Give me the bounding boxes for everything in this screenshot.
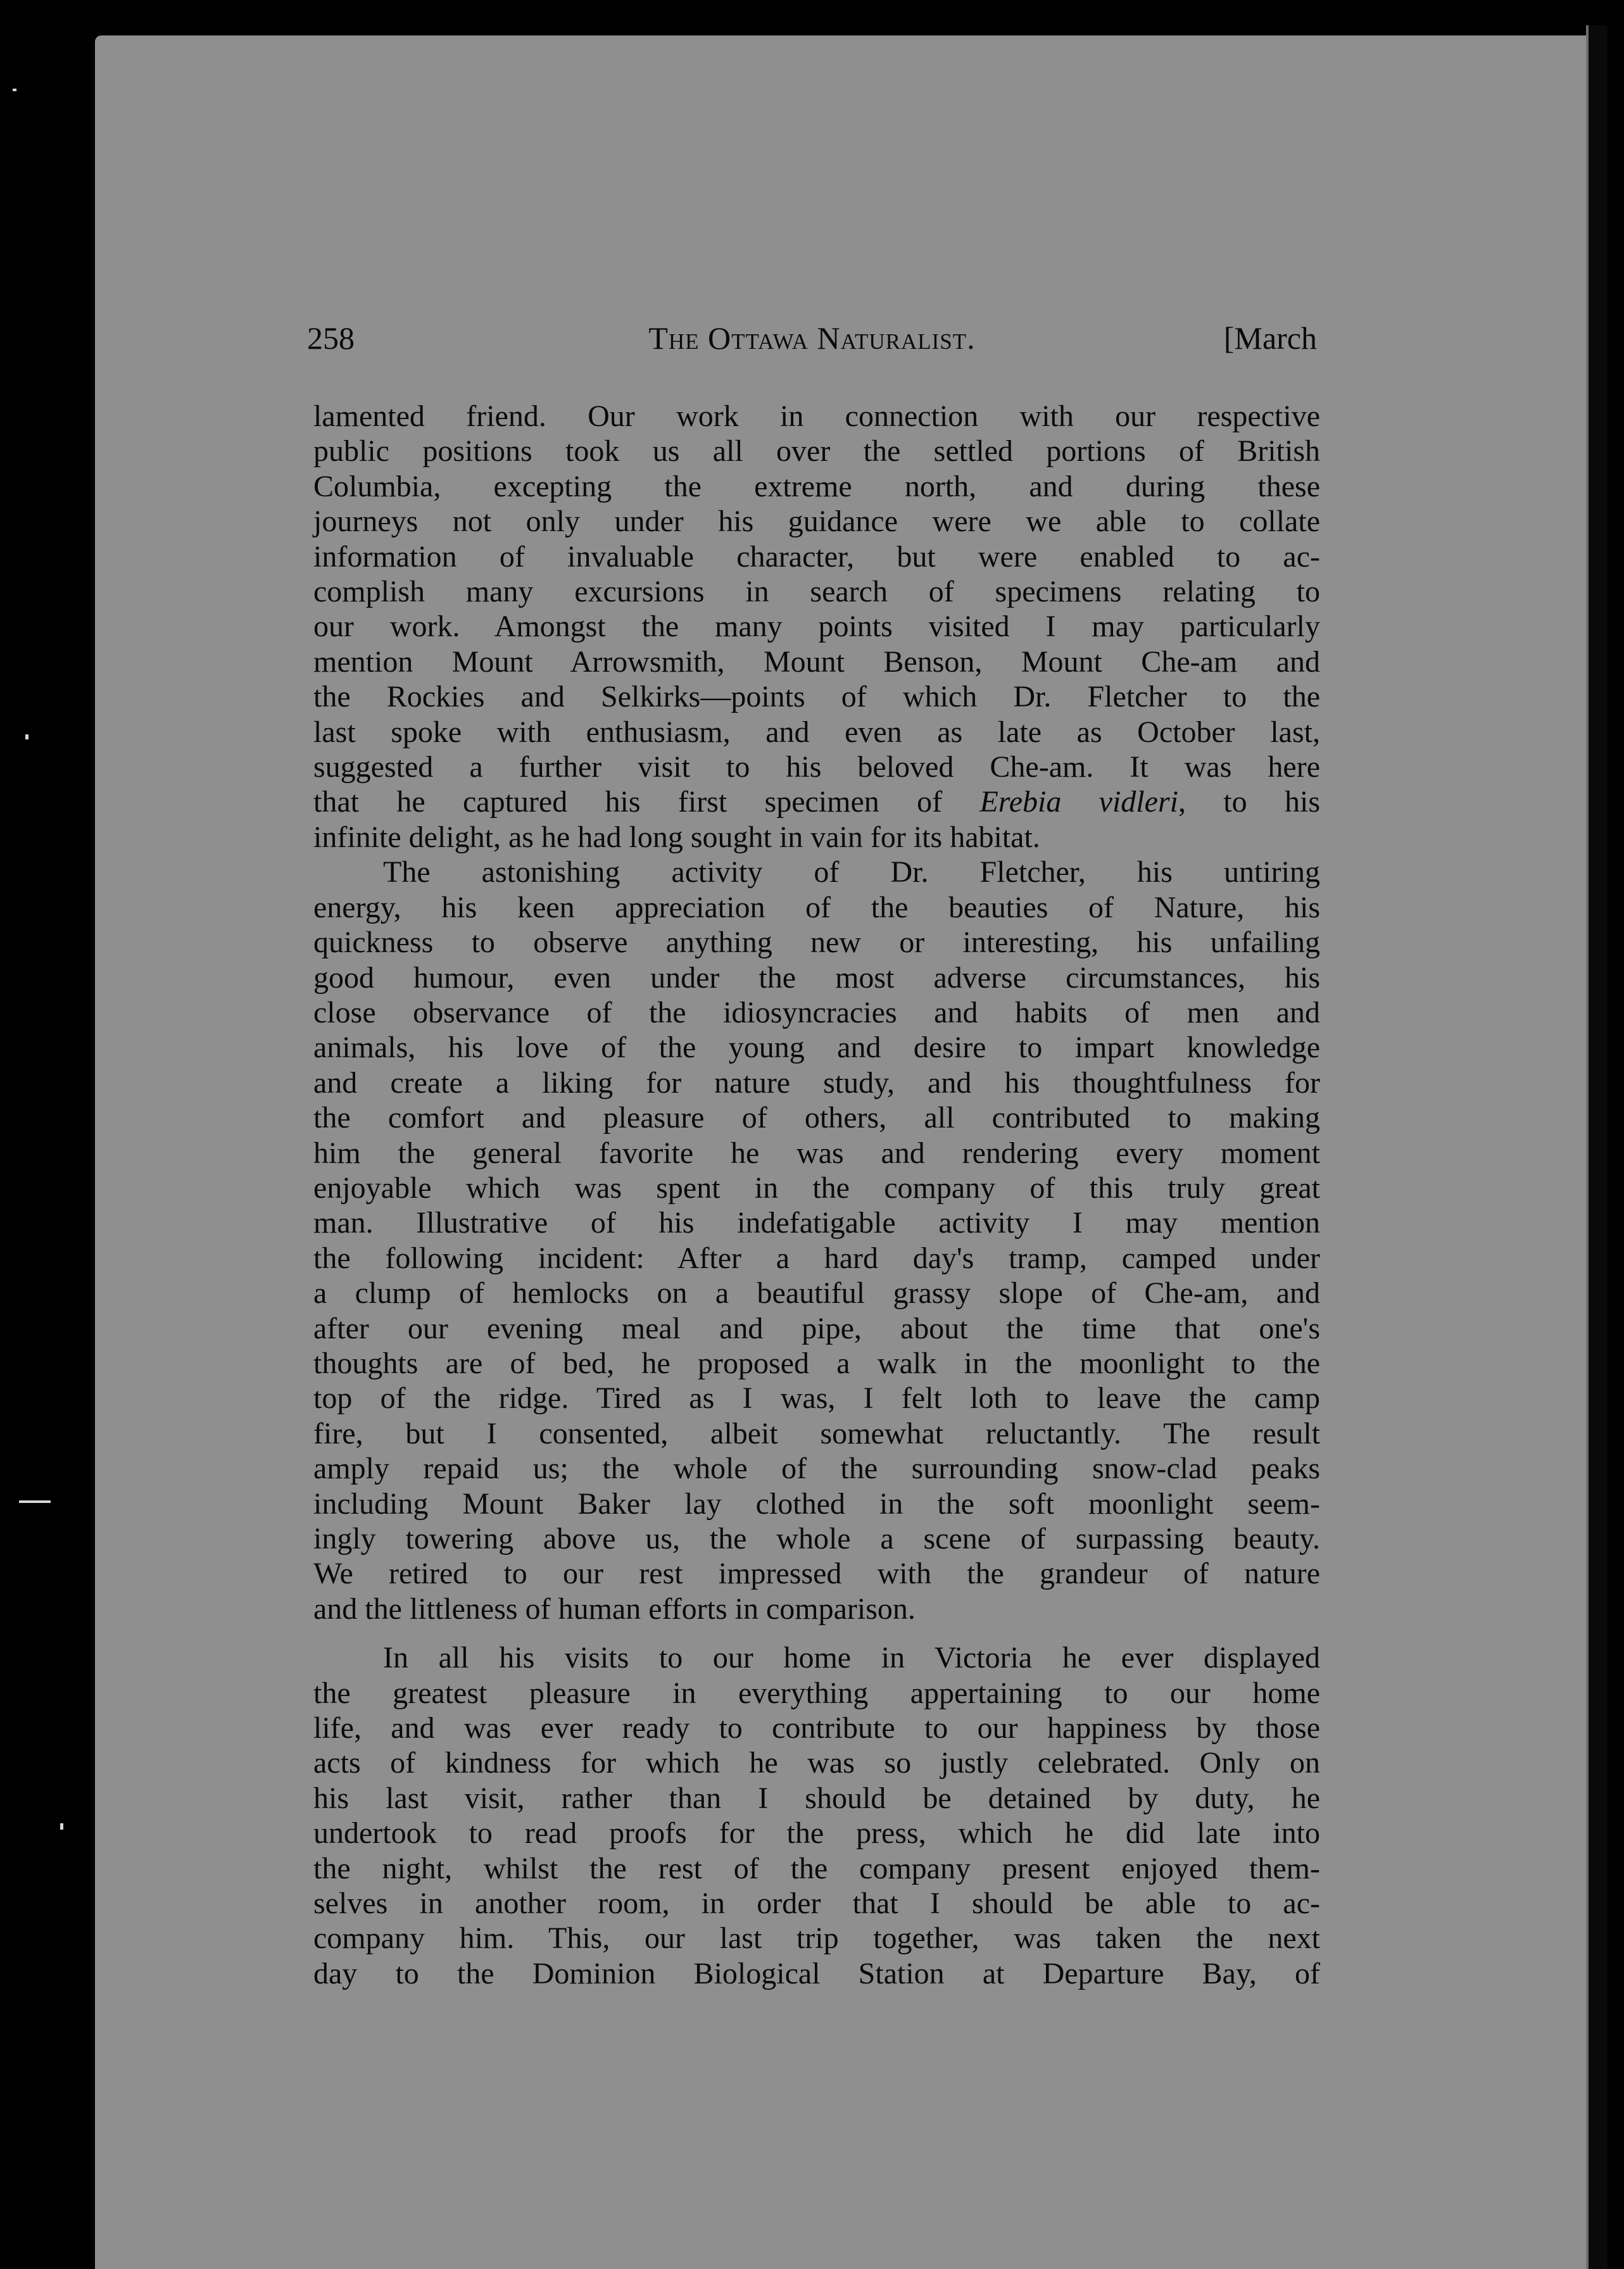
text-line: the comfort and pleasure of others, all contributed to making [313, 1101, 1320, 1135]
text-line: after our evening meal and pipe, about the time that one's [313, 1311, 1320, 1345]
text-line: energy, his keen appreciation of the beauties of Nature, his [313, 890, 1320, 924]
paragraph-1 [313, 399, 1320, 855]
text-line: last spoke with enthusiasm, and even as late as October last, [313, 715, 1320, 749]
text-line: his last visit, rather than I should be detained by duty, he [313, 1781, 1320, 1815]
text-line: acts of kindness for which he was so justly celebrated. Only on [313, 1746, 1320, 1780]
text-line: amply repaid us; the whole of the surrounding snow-clad peaks [313, 1452, 1320, 1486]
text-line: We retired to our rest impressed with the grandeur of nature [313, 1557, 1320, 1591]
text-line: a clump of hemlocks on a beautiful grassy slope of Che-am, and [313, 1276, 1320, 1310]
page-number: 258 [307, 320, 355, 356]
text-line: In all his visits to our home in Victoria he ever displayed [383, 1641, 1320, 1675]
text-line: close observance of the idiosyncracies and habits of men and [313, 995, 1320, 1029]
text-line: information of invaluable character, but were enabled to ac- [313, 539, 1320, 574]
text-line: mention Mount Arrowsmith, Mount Benson, Mount Che-am and [313, 644, 1320, 679]
species-name: Erebia vidleri [979, 785, 1178, 819]
edge-speck [25, 734, 28, 739]
text-line: the night, whilst the rest of the company present enjoyed them- [313, 1851, 1320, 1885]
text-run: that he captured his first specimen of [313, 785, 980, 819]
book-spine [1586, 25, 1608, 2269]
text-line: infinite delight, as he had long sought in vain for its habitat. [313, 820, 1040, 854]
text-line: the greatest pleasure in everything appertaining to our home [313, 1676, 1320, 1710]
edge-speck [19, 1500, 51, 1503]
text-line: animals, his love of the young and desire to impart knowledge [313, 1031, 1320, 1065]
text-line: suggested a further visit to his beloved Che-am. It was here [313, 750, 1320, 784]
text-line: undertook to read proofs for the press, which he did late into [313, 1816, 1320, 1851]
text-line: company him. This, our last trip together, was taken the next [313, 1921, 1320, 1956]
text-line: selves in another room, in order that I should be able to ac- [313, 1887, 1320, 1921]
text-line: good humour, even under the most adverse circumstances, his [313, 960, 1320, 995]
text-line: lamented friend. Our work in connection with our respective [313, 399, 1320, 433]
text-line: The astonishing activity of Dr. Fletcher, his untiring [383, 855, 1320, 889]
text-line: fire, but I consented, albeit somewhat reluctantly. The result [313, 1416, 1320, 1450]
text-line: quickness to observe anything new or interesting, his unfailing [313, 926, 1320, 960]
text-line: the following incident: After a hard day's tramp, camped under [313, 1241, 1320, 1275]
text-line: life, and was ever ready to contribute to our happiness by those [313, 1711, 1320, 1745]
text-line: and create a liking for nature study, and his thoughtfulness for [313, 1065, 1320, 1100]
text-line: our work. Amongst the many points visited I may particularly [313, 610, 1320, 644]
journal-title: The Ottawa Naturalist. [648, 320, 976, 356]
text-line: top of the ridge. Tired as I was, I felt loth to leave the camp [313, 1381, 1320, 1416]
text-line-with-species [313, 784, 1320, 819]
text-line: including Mount Baker lay clothed in the soft moonlight seem- [313, 1486, 1320, 1521]
text-line: the Rockies and Selkirks—points of which Dr. Fletcher to the [313, 680, 1320, 714]
text-line: him the general favorite he was and rendering every moment [313, 1136, 1320, 1170]
text-line: thoughts are of bed, he proposed a walk in the moonlight to the [313, 1346, 1320, 1380]
text-line: public positions took us all over the settled portions of British [313, 434, 1320, 468]
text-line: enjoyable which was spent in the company of this truly great [313, 1171, 1320, 1205]
text-line: and the littleness of human efforts in comparison. [313, 1592, 916, 1626]
article-body [313, 399, 1320, 1991]
running-header [307, 320, 1317, 370]
paragraph-2 [313, 855, 1320, 1626]
issue-month: [March [1223, 320, 1317, 356]
text-line: day to the Dominion Biological Station at Departure Bay, of [313, 1956, 1320, 1990]
text-line: ingly towering above us, the whole a scene of surpassing beauty. [313, 1522, 1320, 1556]
text-line: journeys not only under his guidance were we able to collate [313, 505, 1320, 539]
edge-speck [13, 89, 16, 91]
paragraph-3 [313, 1640, 1320, 1991]
text-line: man. Illustrative of his indefatigable activity I may mention [313, 1206, 1320, 1240]
text-line: complish many excursions in search of specimens relating to [313, 575, 1320, 609]
edge-speck [60, 1823, 63, 1830]
text-run: , to his [1178, 785, 1320, 819]
text-line: Columbia, excepting the extreme north, and during these [313, 469, 1320, 503]
